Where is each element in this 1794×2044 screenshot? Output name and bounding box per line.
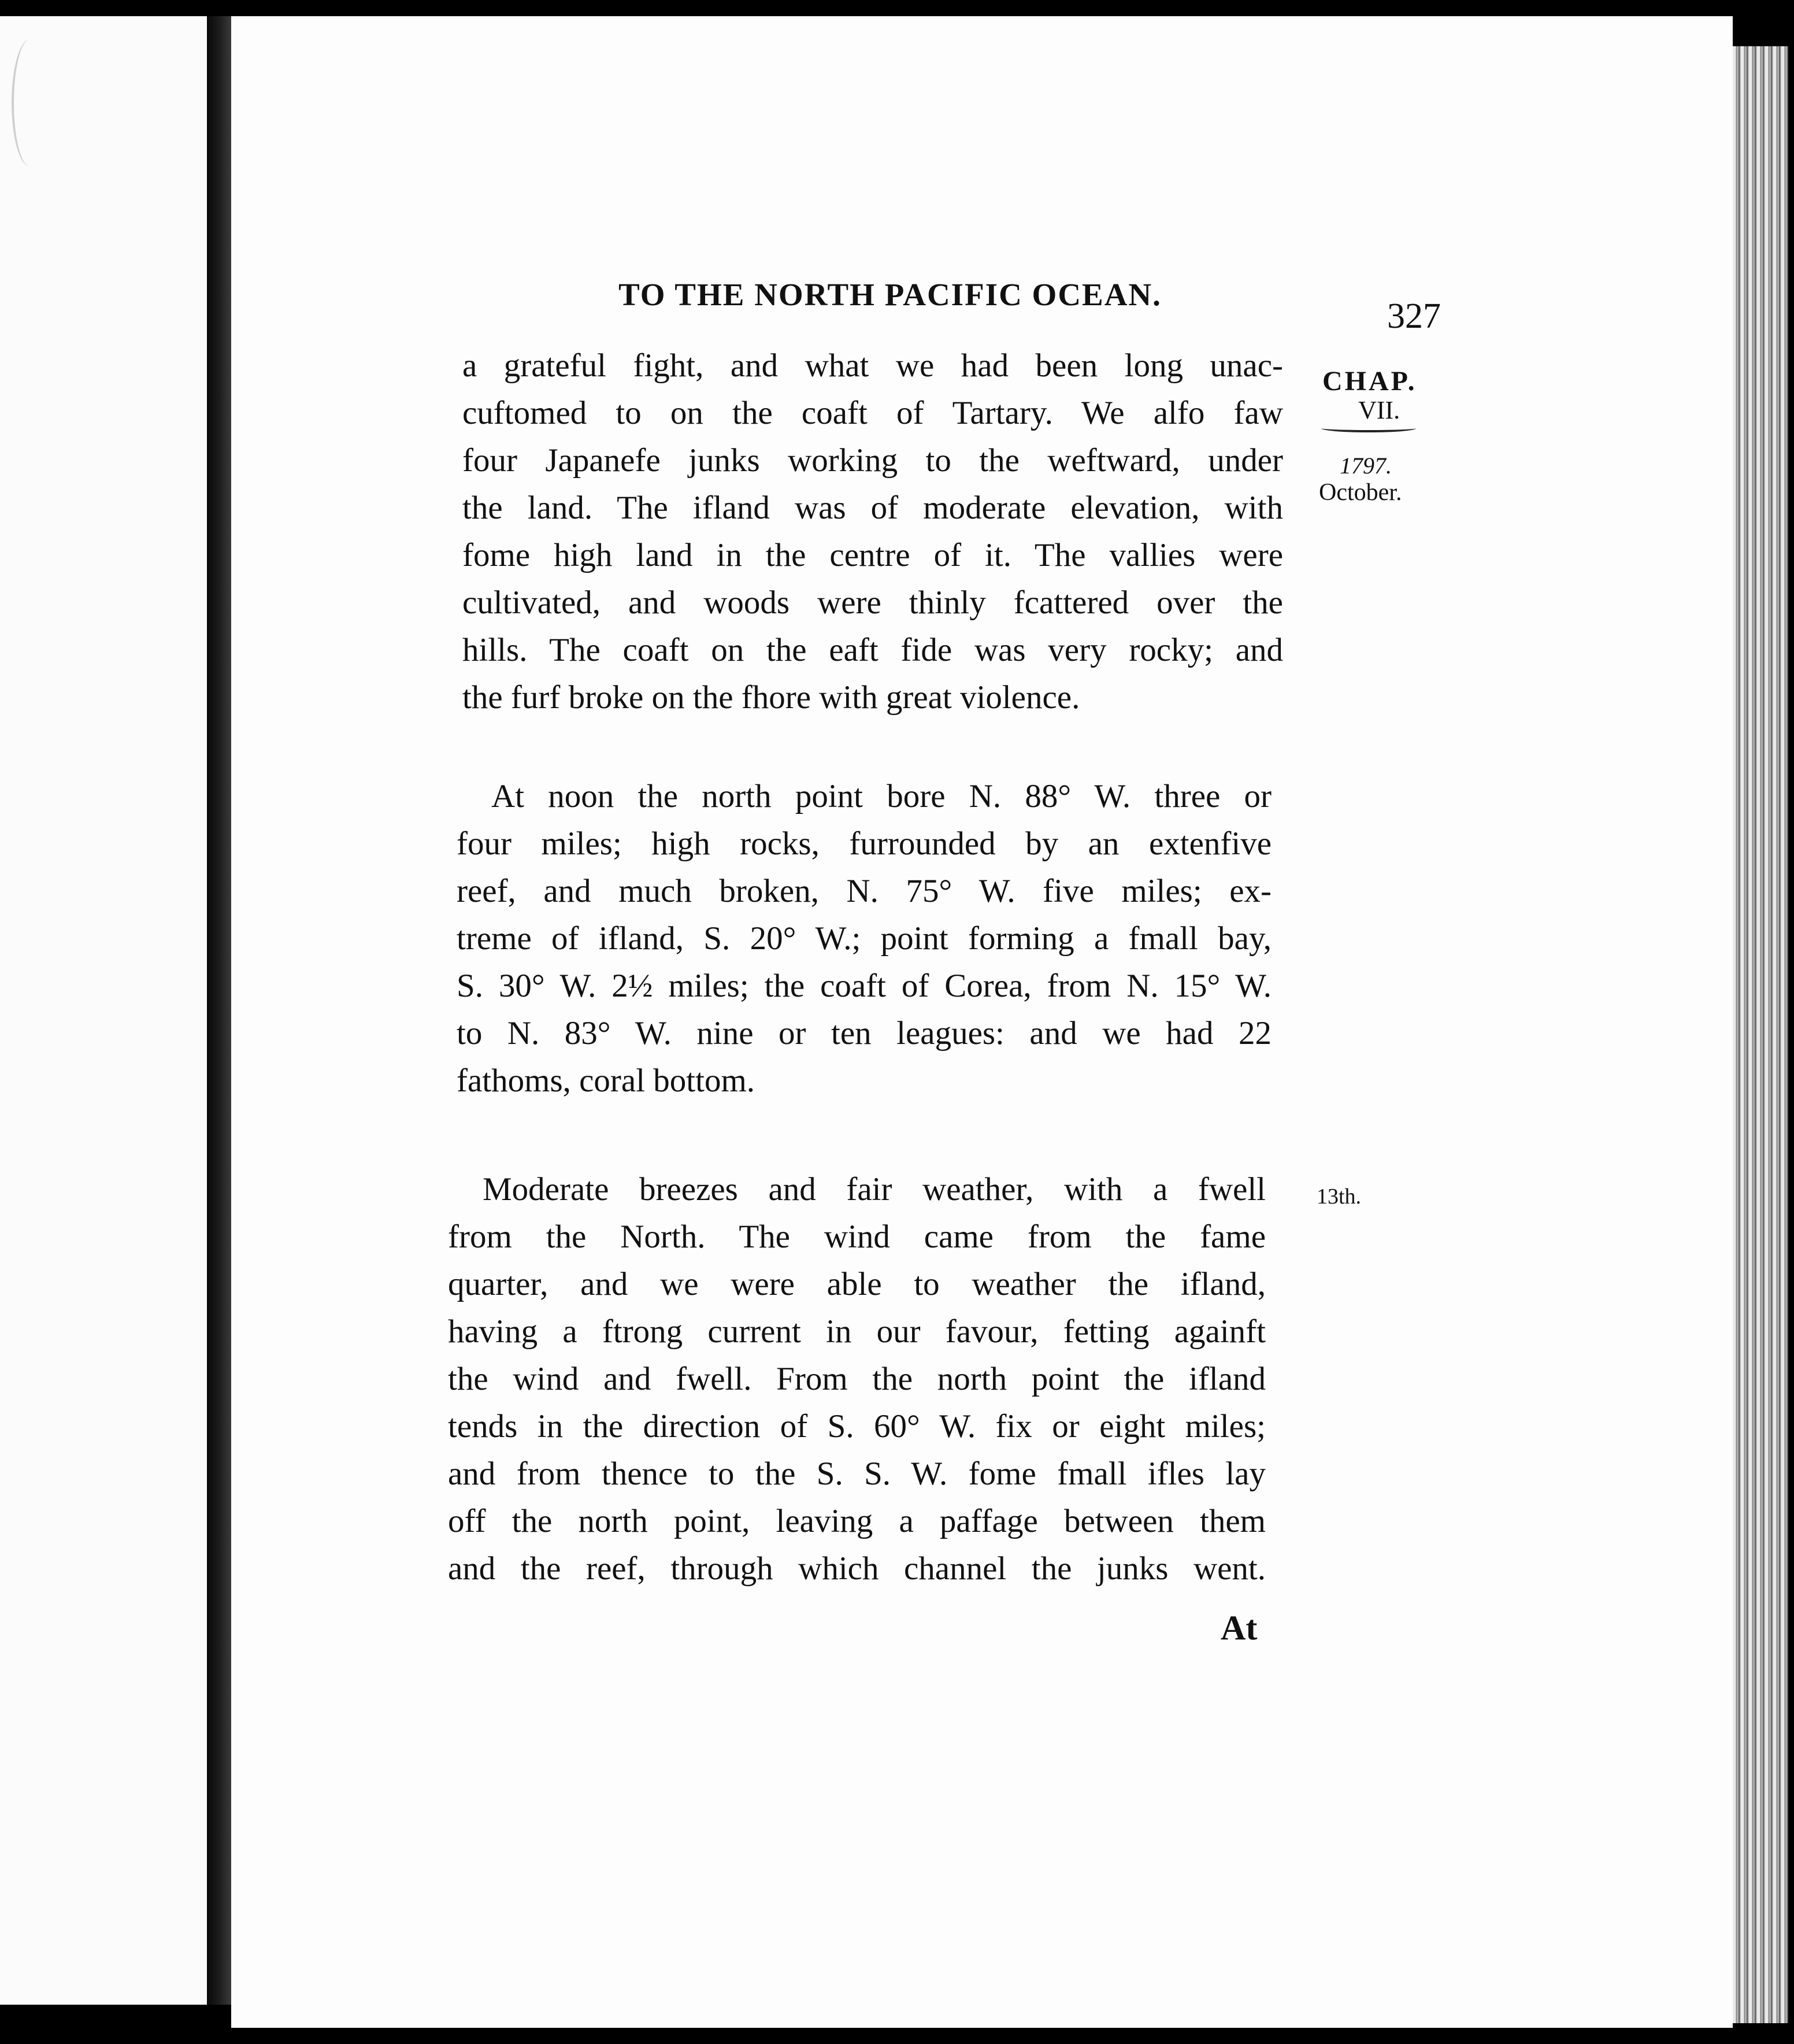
text-line: having a ftrong current in our favour, fetting againft	[448, 1313, 1266, 1350]
text-line: a grateful fight, and what we had been long unac-	[462, 347, 1283, 384]
page-curl-mark	[12, 39, 49, 166]
text-line: Moderate breezes and fair weather, with a fwell	[483, 1171, 1266, 1208]
text-line: and from thence to the S. S. W. fome fmall ifles lay	[448, 1456, 1266, 1492]
text-line: S. 30° W. 2½ miles; the coaft of Corea, from N. 15° W.	[457, 968, 1272, 1004]
paragraph-2	[457, 777, 1272, 1109]
text-line: the wind and fwell. From the north point the ifland	[448, 1361, 1266, 1397]
text-line: and the reef, through which channel the junks went.	[448, 1550, 1266, 1587]
text-line: treme of ifland, S. 20° W.; point forming a fmall bay,	[457, 920, 1272, 957]
text-line: reef, and much broken, N. 75° W. five miles; ex-	[457, 873, 1272, 909]
catchword: At	[1221, 1609, 1258, 1647]
margin-year: 1797.	[1340, 453, 1392, 479]
text-line: quarter, and we were able to weather the ifland,	[448, 1266, 1266, 1302]
running-head: TO THE NORTH PACIFIC OCEAN.	[618, 277, 1162, 312]
left-page-edge	[0, 16, 209, 2005]
text-line: hills. The coaft on the eaft fide was very rocky; and	[462, 632, 1283, 668]
text-line: four miles; high rocks, furrounded by an extenfive	[457, 825, 1272, 862]
book-gutter	[207, 16, 231, 2005]
paragraph-3	[448, 1171, 1266, 1597]
text-line: the land. The ifland was of moderate elevation, with	[462, 490, 1283, 526]
text-line: cuftomed to on the coaft of Tartary. We alfo faw	[462, 395, 1283, 431]
margin-ornament	[1321, 424, 1416, 432]
text-line: off the north point, leaving a paffage between them	[448, 1503, 1266, 1539]
text-line: four Japanefe junks working to the weftward, under	[462, 442, 1283, 479]
page-edges	[1733, 46, 1788, 2023]
text-line: from the North. The wind came from the fame	[448, 1219, 1266, 1255]
text-line: to N. 83° W. nine or ten leagues: and we had 22	[457, 1015, 1272, 1051]
text-line: fome high land in the centre of it. The vallies were	[462, 537, 1283, 573]
text-line: tends in the direction of S. 60° W. fix or eight miles;	[448, 1408, 1266, 1445]
page-number: 327	[1387, 297, 1441, 336]
text-line: At noon the north point bore N. 88° W. three or	[491, 778, 1272, 814]
margin-day: 13th.	[1317, 1184, 1362, 1209]
margin-chapter-number: VII.	[1358, 396, 1400, 424]
text-line: cultivated, and woods were thinly fcattered over the	[462, 584, 1283, 621]
text-line: fathoms, coral bottom.	[457, 1062, 755, 1099]
margin-month: October.	[1319, 479, 1402, 506]
paragraph-1	[462, 347, 1283, 726]
margin-chapter-label: CHAP.	[1322, 366, 1417, 397]
text-line: the furf broke on the fhore with great violence.	[462, 679, 1080, 716]
